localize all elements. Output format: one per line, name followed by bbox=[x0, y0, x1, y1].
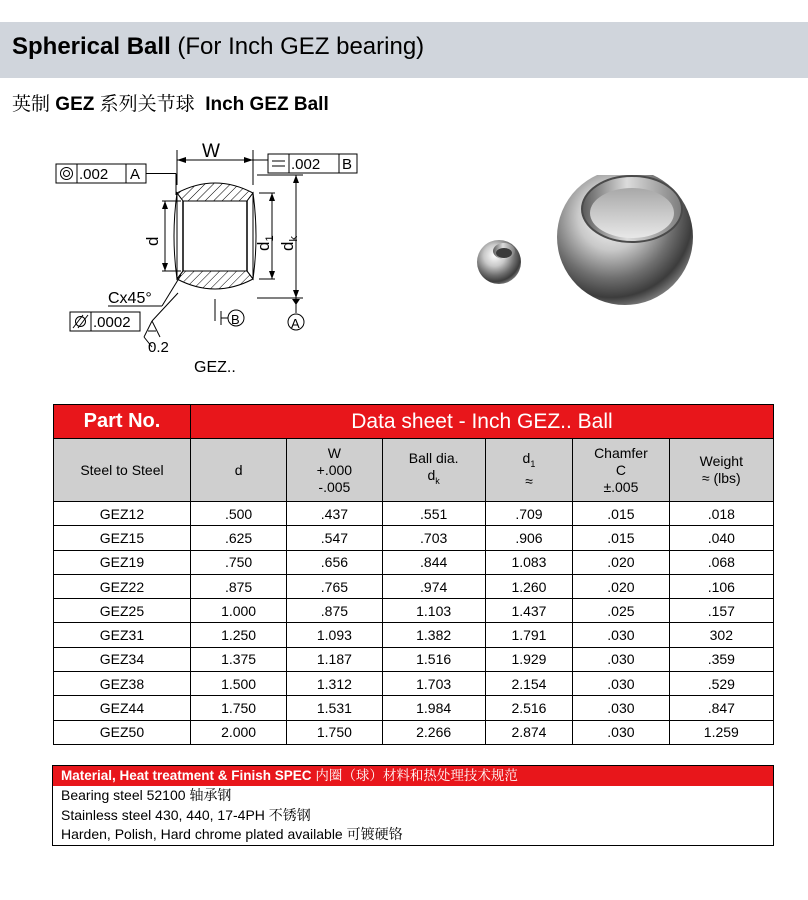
cell-part: GEZ19 bbox=[54, 550, 191, 574]
cell-d1: 1.929 bbox=[485, 647, 572, 671]
material-heading bbox=[53, 766, 773, 786]
cell-d1: 1.791 bbox=[485, 623, 572, 647]
cell-dk: 1.103 bbox=[382, 599, 485, 623]
col-d: d bbox=[190, 439, 286, 502]
cell-part: GEZ15 bbox=[54, 526, 191, 550]
material-line bbox=[53, 806, 773, 826]
cell-w: .765 bbox=[287, 574, 382, 598]
material-spec-box bbox=[52, 765, 774, 846]
data-sheet-table bbox=[53, 404, 774, 745]
col-ball-line1: Ball dia. bbox=[408, 450, 459, 467]
cell-c: .015 bbox=[573, 502, 670, 526]
col-ball-line2-sub: k bbox=[435, 475, 440, 486]
dk-label: d bbox=[278, 241, 297, 251]
cell-wt: .529 bbox=[669, 672, 773, 696]
product-photo bbox=[470, 175, 700, 305]
drawing-caption: GEZ.. bbox=[194, 359, 236, 376]
cell-d1: 1.260 bbox=[485, 574, 572, 598]
col-d1-line1-sub: 1 bbox=[530, 458, 536, 469]
cell-c: .020 bbox=[573, 550, 670, 574]
cell-w: 1.093 bbox=[287, 623, 382, 647]
roughness-value: 0.2 bbox=[148, 339, 169, 356]
cell-part: GEZ31 bbox=[54, 623, 191, 647]
cell-c: .020 bbox=[573, 574, 670, 598]
material-heading-en: Material, Heat treatment & Finish SPEC bbox=[61, 768, 312, 783]
cell-c: .030 bbox=[573, 647, 670, 671]
cell-w: .547 bbox=[287, 526, 382, 550]
parallelism-datum: B bbox=[342, 156, 353, 173]
cell-dk: .551 bbox=[382, 502, 485, 526]
w-dimension bbox=[177, 141, 268, 185]
table-row bbox=[54, 574, 774, 598]
cell-c: .030 bbox=[573, 720, 670, 744]
parallelism-value: .002 bbox=[291, 156, 321, 173]
cell-dk: 1.382 bbox=[382, 623, 485, 647]
table-row bbox=[54, 623, 774, 647]
col-weight bbox=[669, 439, 773, 502]
concentricity-value: .002 bbox=[79, 166, 109, 183]
col-d1 bbox=[485, 439, 572, 502]
cell-wt: .359 bbox=[669, 647, 773, 671]
cell-part: GEZ44 bbox=[54, 696, 191, 720]
material-line-cn: 可镀硬铬 bbox=[346, 826, 403, 842]
material-line bbox=[53, 786, 773, 806]
table-row bbox=[54, 599, 774, 623]
cell-c: .030 bbox=[573, 696, 670, 720]
chamfer-label: Cx45° bbox=[108, 290, 152, 307]
material-line-en: Harden, Polish, Hard chrome plated available bbox=[61, 826, 343, 842]
cell-part: GEZ50 bbox=[54, 720, 191, 744]
table-row bbox=[54, 720, 774, 744]
cell-part: GEZ34 bbox=[54, 647, 191, 671]
cell-wt: .040 bbox=[669, 526, 773, 550]
cell-d: 1.250 bbox=[190, 623, 286, 647]
cell-wt: 302 bbox=[669, 623, 773, 647]
title-bold: Spherical Ball bbox=[12, 33, 171, 60]
part-no-header: Part No. bbox=[54, 405, 191, 439]
d-label: d bbox=[143, 236, 162, 246]
table-row bbox=[54, 672, 774, 696]
cell-w: 1.531 bbox=[287, 696, 382, 720]
cell-c: .025 bbox=[573, 599, 670, 623]
material-heading-cn: 内圈（球）材料和热处理技术规范 bbox=[315, 768, 518, 783]
subtitle-cn2: 系列关节球 bbox=[99, 94, 195, 115]
cell-w: 1.750 bbox=[287, 720, 382, 744]
large-ball bbox=[557, 175, 693, 305]
page-subtitle bbox=[12, 89, 329, 116]
cell-d1: .709 bbox=[485, 502, 572, 526]
table-row bbox=[54, 550, 774, 574]
cell-dk: .844 bbox=[382, 550, 485, 574]
col-chamfer bbox=[573, 439, 670, 502]
cell-w: .875 bbox=[287, 599, 382, 623]
cell-part: GEZ22 bbox=[54, 574, 191, 598]
col-w-line1: W bbox=[327, 444, 341, 461]
concentricity-datum: A bbox=[130, 166, 141, 183]
cell-c: .030 bbox=[573, 623, 670, 647]
col-ball-line2: d bbox=[427, 467, 436, 484]
cell-part: GEZ25 bbox=[54, 599, 191, 623]
sheet-title: Data sheet - Inch GEZ.. Ball bbox=[190, 405, 773, 439]
w-label: W bbox=[202, 141, 220, 162]
col-ch-line1: Chamfer bbox=[594, 444, 648, 461]
cell-dk: 1.984 bbox=[382, 696, 485, 720]
table-row bbox=[54, 696, 774, 720]
subtitle-cn: 英制 bbox=[12, 94, 51, 115]
parallelism-frame bbox=[268, 154, 357, 173]
datum-b-marker bbox=[215, 299, 244, 327]
col-steel: Steel to Steel bbox=[54, 439, 191, 502]
technical-drawing bbox=[50, 135, 380, 385]
page-title bbox=[12, 33, 424, 61]
cell-d: .750 bbox=[190, 550, 286, 574]
col-w-line3: -.005 bbox=[318, 478, 351, 495]
cell-dk: .974 bbox=[382, 574, 485, 598]
cell-c: .030 bbox=[573, 672, 670, 696]
table-row bbox=[54, 526, 774, 550]
cell-d: 1.750 bbox=[190, 696, 286, 720]
d1-label-sub: 1 bbox=[264, 235, 276, 242]
cell-d1: 1.437 bbox=[485, 599, 572, 623]
dk-label-sub: k bbox=[288, 236, 300, 242]
cell-wt: .847 bbox=[669, 696, 773, 720]
small-ball bbox=[477, 240, 521, 284]
table-row bbox=[54, 647, 774, 671]
cell-d: .500 bbox=[190, 502, 286, 526]
cell-d: 1.500 bbox=[190, 672, 286, 696]
cell-wt: 1.259 bbox=[669, 720, 773, 744]
table-row bbox=[54, 502, 774, 526]
col-ch-line3: ±.005 bbox=[603, 478, 639, 495]
concentricity-frame bbox=[56, 164, 176, 195]
cell-d1: 2.874 bbox=[485, 720, 572, 744]
col-wt-line1: Weight bbox=[699, 453, 743, 469]
col-wt-line2: ≈ (lbs) bbox=[701, 470, 741, 486]
cell-w: 1.187 bbox=[287, 647, 382, 671]
subtitle-series: GEZ bbox=[55, 94, 95, 115]
cell-d1: .906 bbox=[485, 526, 572, 550]
material-line-en: Stainless steel 430, 440, 17-4PH bbox=[61, 806, 265, 823]
datum-a-marker bbox=[288, 299, 304, 331]
material-line-en: Bearing steel 52100 bbox=[61, 787, 186, 803]
cell-d: .875 bbox=[190, 574, 286, 598]
cylindricity-frame bbox=[70, 312, 140, 331]
d1-dimension bbox=[254, 193, 276, 279]
cell-part: GEZ12 bbox=[54, 502, 191, 526]
cell-wt: .068 bbox=[669, 550, 773, 574]
cell-dk: 1.516 bbox=[382, 647, 485, 671]
col-ball-dia bbox=[382, 439, 485, 502]
col-w bbox=[287, 439, 382, 502]
cell-part: GEZ38 bbox=[54, 672, 191, 696]
col-d1-line1: d bbox=[522, 450, 531, 467]
svg-text:d1 bbox=[254, 235, 276, 251]
cell-d: 2.000 bbox=[190, 720, 286, 744]
datum-b-circle-label: B bbox=[231, 312, 240, 327]
d1-label: d bbox=[254, 241, 273, 251]
col-w-line2: +.000 bbox=[316, 461, 353, 478]
cylindricity-value: .0002 bbox=[93, 314, 131, 331]
cell-dk: 2.266 bbox=[382, 720, 485, 744]
cell-dk: 1.703 bbox=[382, 672, 485, 696]
cell-d: 1.375 bbox=[190, 647, 286, 671]
cell-dk: .703 bbox=[382, 526, 485, 550]
svg-text:dk bbox=[278, 236, 300, 251]
material-line-cn: 轴承钢 bbox=[189, 787, 232, 803]
col-d1-line2: ≈ bbox=[525, 472, 533, 489]
material-line bbox=[53, 825, 773, 845]
title-rest: (For Inch GEZ bearing) bbox=[177, 33, 425, 60]
cell-wt: .018 bbox=[669, 502, 773, 526]
cell-d: .625 bbox=[190, 526, 286, 550]
cell-c: .015 bbox=[573, 526, 670, 550]
cell-wt: .106 bbox=[669, 574, 773, 598]
material-line-cn: 不锈钢 bbox=[268, 806, 311, 823]
cell-d: 1.000 bbox=[190, 599, 286, 623]
cell-w: .656 bbox=[287, 550, 382, 574]
cell-w: .437 bbox=[287, 502, 382, 526]
datum-a-circle-label: A bbox=[291, 316, 300, 331]
cell-w: 1.312 bbox=[287, 672, 382, 696]
subtitle-en: Inch GEZ Ball bbox=[205, 94, 329, 115]
cell-wt: .157 bbox=[669, 599, 773, 623]
cell-d1: 2.516 bbox=[485, 696, 572, 720]
cell-d1: 2.154 bbox=[485, 672, 572, 696]
col-ch-line2: C bbox=[615, 461, 626, 478]
ball-section bbox=[174, 183, 256, 289]
cell-d1: 1.083 bbox=[485, 550, 572, 574]
